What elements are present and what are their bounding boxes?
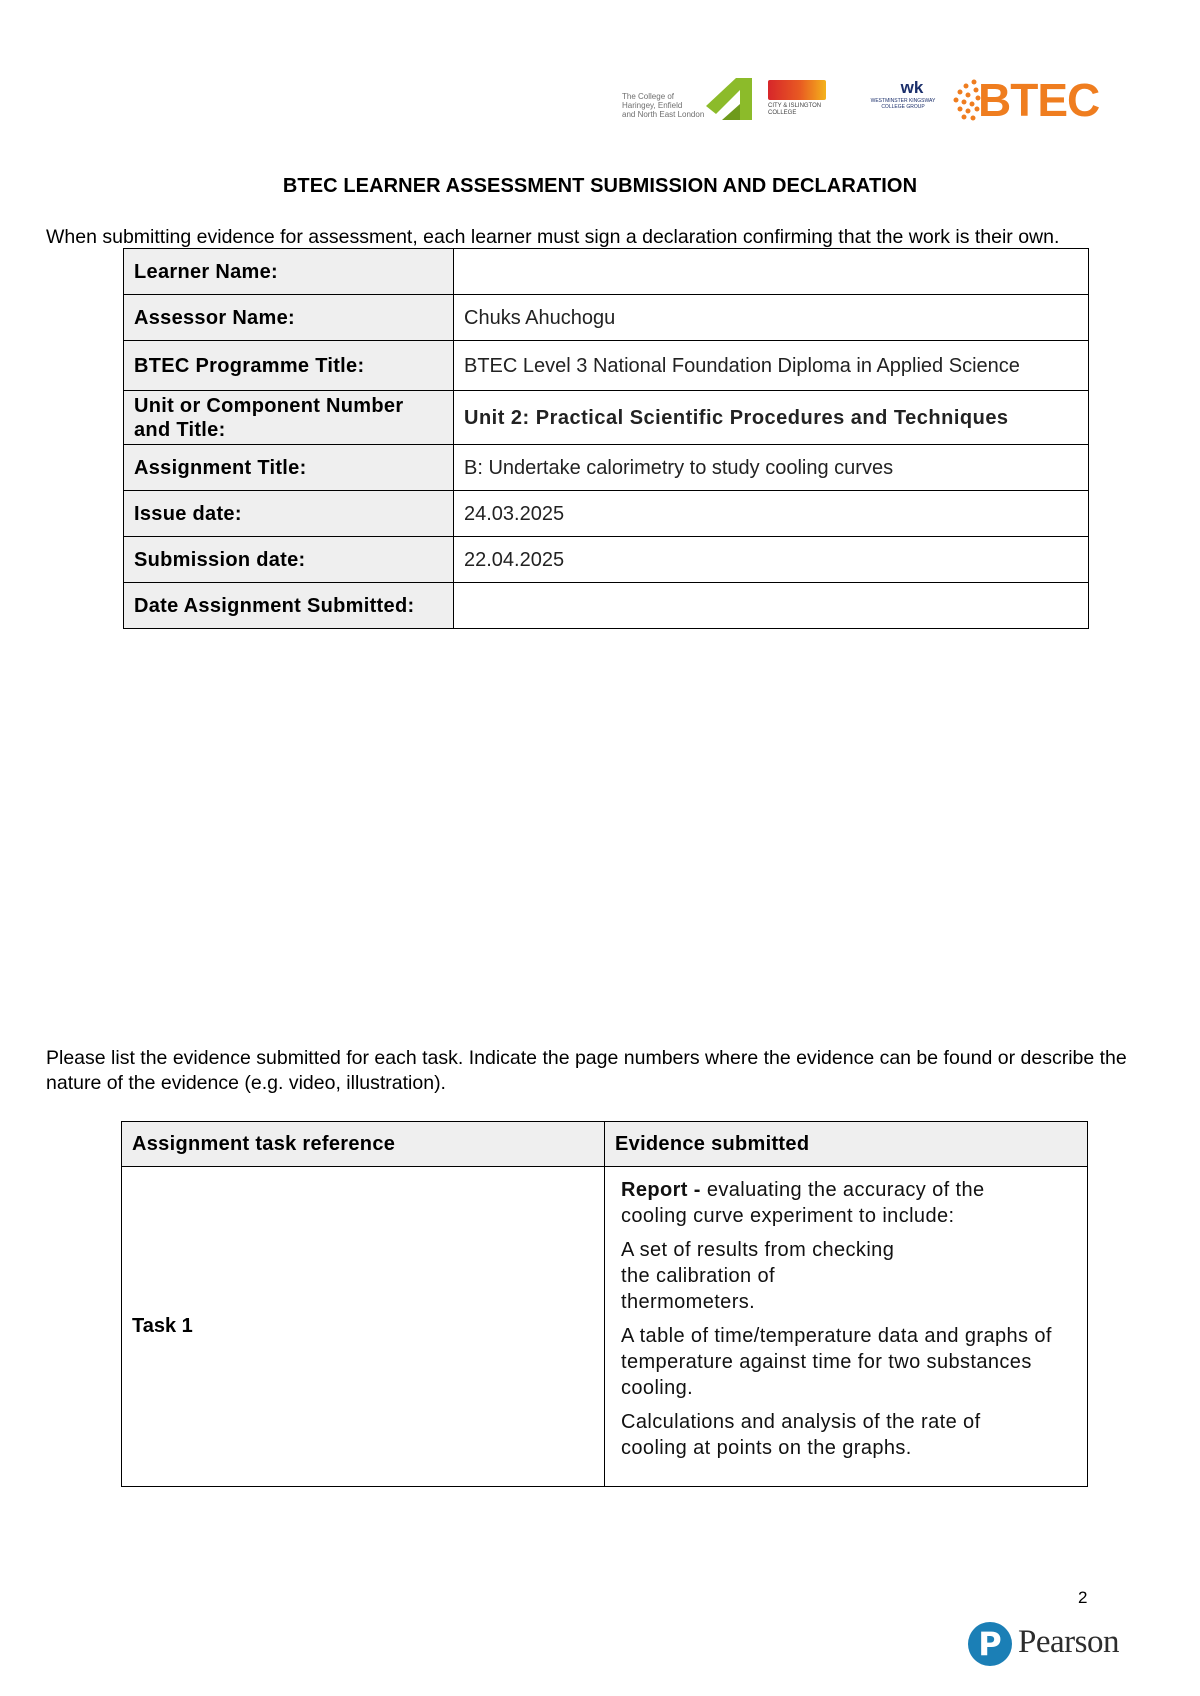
table-row xyxy=(122,1167,1088,1487)
evidence-submitted-header: Evidence submitted xyxy=(605,1122,1088,1167)
evidence-item: A table of time/temperature data and graphs of temperature against time for two substances cooling. xyxy=(621,1325,1052,1399)
pearson-wordmark: Pearson xyxy=(1018,1624,1119,1660)
pearson-p-icon: P xyxy=(968,1622,1012,1666)
college-logo-text: The College of Haringey, Enfield and North East London xyxy=(622,92,705,119)
learner-name-label: Learner Name: xyxy=(124,249,454,295)
declaration-intro: When submitting evidence for assessment, each learner must sign a declaration confirming that the work is their own. xyxy=(46,226,1060,248)
evidence-item: Calculations and analysis of the rate of cooling at points on the graphs. xyxy=(621,1411,981,1459)
assignment-title-label: Assignment Title: xyxy=(124,445,454,491)
assessor-name-label: Assessor Name: xyxy=(124,295,454,341)
table-row xyxy=(124,249,1089,295)
submission-date-label: Submission date: xyxy=(124,537,454,583)
capital-logo-text: CITY & ISLINGTON COLLEGE xyxy=(768,103,822,116)
table-row xyxy=(124,391,1089,445)
programme-title-value: BTEC Level 3 National Foundation Diploma in Applied Science xyxy=(454,341,1089,391)
table-row xyxy=(124,583,1089,629)
assessor-name-value: Chuks Ahuchogu xyxy=(454,295,1089,341)
pearson-logo xyxy=(968,1620,1128,1672)
evidence-table xyxy=(121,1121,1088,1487)
assignment-title-value: B: Undertake calorimetry to study cooling curves xyxy=(454,445,1089,491)
submission-date-value: 22.04.2025 xyxy=(454,537,1089,583)
task-reference-cell: Task 1 xyxy=(122,1167,605,1487)
table-row xyxy=(124,537,1089,583)
college-chevron-icon xyxy=(702,76,754,122)
report-text: evaluating the accuracy of the cooling curve experiment to include: xyxy=(621,1179,985,1227)
task-reference-header: Assignment task reference xyxy=(122,1122,605,1167)
report-description xyxy=(621,1177,1001,1229)
college-logo xyxy=(622,76,757,126)
report-label: Report - xyxy=(621,1179,707,1201)
table-row xyxy=(124,295,1089,341)
capital-logo-bar xyxy=(768,80,826,100)
learner-name-value xyxy=(454,249,1089,295)
submission-details-table xyxy=(123,248,1089,629)
wkg-logo-mark: wk xyxy=(900,78,924,97)
issue-date-value: 24.03.2025 xyxy=(454,491,1089,537)
table-row xyxy=(124,445,1089,491)
unit-title-value: Unit 2: Practical Scientific Procedures and Techniques xyxy=(454,391,1089,445)
partner-logos xyxy=(622,72,1112,128)
table-header-row xyxy=(122,1122,1088,1167)
unit-title-label: Unit or Component Number and Title: xyxy=(124,391,454,445)
wkg-logo-text: WESTMINSTER KINGSWAY COLLEGE GROUP xyxy=(870,98,936,110)
westminster-kingsway-logo xyxy=(868,78,938,122)
issue-date-label: Issue date: xyxy=(124,491,454,537)
city-islington-logo xyxy=(768,80,858,124)
page-title: BTEC LEARNER ASSESSMENT SUBMISSION AND DECLARATION xyxy=(282,175,918,197)
btec-logo xyxy=(952,72,1114,128)
evidence-item: A set of results from checking the calibration of thermometers. xyxy=(621,1239,895,1313)
date-submitted-value xyxy=(454,583,1089,629)
evidence-instructions: Please list the evidence submitted for each task. Indicate the page numbers where the evidence can be found or describe the nature of the evidence (e.g. video, illustration). xyxy=(46,1047,1127,1094)
programme-title-label: BTEC Programme Title: xyxy=(124,341,454,391)
date-submitted-label: Date Assignment Submitted: xyxy=(124,583,454,629)
table-row xyxy=(124,341,1089,391)
page-number: 2 xyxy=(1078,1588,1088,1607)
table-row xyxy=(124,491,1089,537)
btec-logo-text: BTEC xyxy=(978,74,1100,126)
evidence-cell xyxy=(605,1167,1088,1487)
